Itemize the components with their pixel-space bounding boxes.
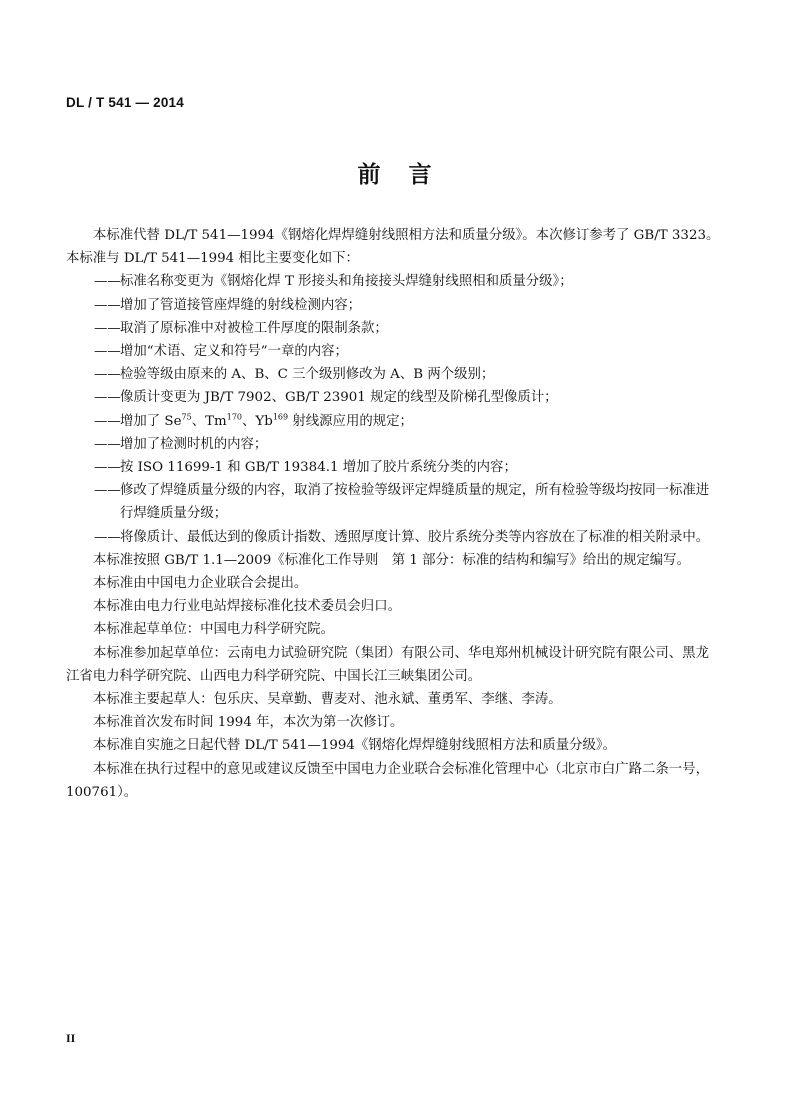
change-item-11 — [66, 526, 720, 549]
change-text: 标准名称变更为《钢熔化焊 T 形接头和角接接头焊缝射线照相和质量分级》； — [120, 274, 573, 290]
change-item-9 — [66, 456, 720, 479]
change-item-4 — [66, 340, 720, 363]
change-text: 将像质计、最低达到的像质计指数、透照厚度计算、胶片系统分类等内容放在了标准的相关附录中。 — [120, 529, 710, 545]
change-item-7 — [66, 410, 720, 433]
intro-line-1: 本标准代替 DL/T 541—1994《钢熔化焊焊缝射线照相方法和质量分级》。本次修订参考了 GB/T 3323。 — [93, 228, 720, 243]
change-text: 射线源应用的规定； — [288, 413, 413, 429]
participating-units-paragraph: 本标准参加起草单位：云南电力试验研究院（集团）有限公司、华电郑州机械设计研究院有限公司、黑龙江省电力科学研究院、山西电力科学研究院、中国长江三峡集团公司。 — [66, 645, 709, 684]
drafters-paragraph: 本标准主要起草人：包乐庆、吴章勤、曹麦对、池永斌、董勇军、李继、李涛。 — [93, 692, 562, 708]
drafting-rules-paragraph: 本标准按照 GB/T 1.1—2009《标准化工作导则 第 1 部分：标准的结构和编写》给出的规定编写。 — [93, 552, 690, 568]
dash-marker: —— — [94, 390, 121, 406]
change-item-8 — [66, 433, 720, 456]
change-text: 增加了管道接管座焊缝的射线检测内容； — [120, 297, 362, 313]
proposed-by-paragraph: 本标准由中国电力企业联合会提出。 — [93, 576, 308, 592]
isotope-superscript: 75 — [181, 412, 192, 422]
change-text: 按 ISO 11699-1 和 GB/T 19384.1 增加了胶片系统分类的内容； — [120, 460, 517, 476]
first-release-paragraph: 本标准首次发布时间 1994 年，本次为第一次修订。 — [93, 715, 404, 731]
dash-marker: —— — [94, 460, 121, 476]
page-number: II — [66, 1031, 76, 1045]
drafting-unit-paragraph: 本标准起草单位：中国电力科学研究院。 — [93, 622, 335, 638]
change-text: 、Tm — [191, 413, 227, 429]
change-text: 取消了原标准中对被检工件厚度的限制条款； — [120, 320, 388, 336]
change-text: 检验等级由原来的 A、B、C 三个级别修改为 A、B 两个级别； — [120, 367, 495, 383]
dash-marker: —— — [94, 436, 121, 452]
change-text: 增加了检测时机的内容； — [120, 436, 268, 452]
change-text: 增加“术语、定义和符号”一章的内容； — [120, 344, 348, 360]
dash-marker: —— — [94, 320, 121, 336]
dash-marker: —— — [94, 297, 121, 313]
change-item-3 — [66, 317, 720, 340]
change-text: 修改了焊缝质量分级的内容，取消了按检验等级评定焊缝质量的规定，所有检验等级均按同一标准进行焊缝质量分级； — [120, 483, 710, 522]
dash-marker: —— — [94, 529, 121, 545]
replacement-paragraph: 本标准自实施之日起代替 DL/T 541—1994《钢熔化焊焊缝射线照相方法和质量分级》。 — [93, 738, 617, 754]
change-text: 像质计变更为 JB/T 7902、GB/T 23901 规定的线型及阶梯孔型像质计； — [120, 390, 558, 406]
change-item-1 — [66, 270, 720, 293]
intro-line-2: 本标准与 DL/T 541—1994 相比主要变化如下： — [66, 251, 359, 267]
change-text: 增加了 Se — [120, 413, 182, 429]
isotope-superscript: 170 — [226, 412, 243, 422]
change-item-10 — [66, 479, 720, 525]
dash-marker: —— — [94, 483, 121, 499]
managed-by-paragraph: 本标准由电力行业电站焊接标准化技术委员会归口。 — [93, 599, 401, 615]
change-item-2 — [66, 294, 720, 317]
dash-marker: —— — [94, 274, 121, 290]
isotope-superscript: 169 — [272, 412, 289, 422]
dash-marker: —— — [94, 344, 121, 360]
change-item-5 — [66, 363, 720, 386]
dash-marker: —— — [94, 413, 121, 429]
dash-marker: —— — [94, 367, 121, 383]
foreword-body — [66, 224, 720, 804]
feedback-paragraph: 本标准在执行过程中的意见或建议反馈至中国电力企业联合会标准化管理中心（北京市白广路二条一号，100761）。 — [66, 761, 709, 800]
page-title: 前言 — [357, 162, 460, 188]
standard-code: DL / T 541 — 2014 — [66, 95, 184, 110]
change-text: 、Yb — [242, 413, 273, 429]
change-item-6 — [66, 386, 720, 409]
